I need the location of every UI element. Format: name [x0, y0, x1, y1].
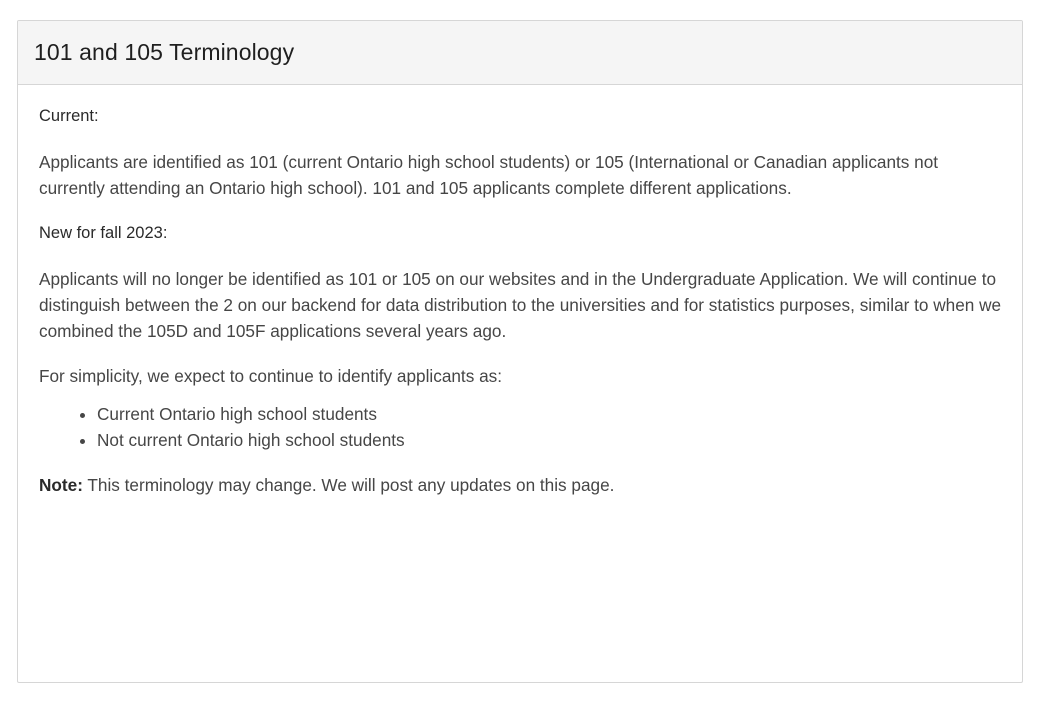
note-text: This terminology may change. We will post any updates on this page.	[82, 475, 615, 495]
note-label: Note:	[39, 475, 83, 495]
panel-header	[18, 21, 1022, 85]
list-item: • Not current Ontario high school students	[97, 427, 1002, 453]
applicant-types-list	[39, 401, 1002, 453]
new-for-fall-label: New for fall 2023:	[39, 224, 168, 242]
new-for-fall-description: Applicants will no longer be identified as 101 or 105 on our websites and in the Undergraduate Application. We will continue to distinguish between the 2 on our backend for data distribution to the universities and for statistics purposes, similar to when we combined the 105D and 105F applications several years ago.	[39, 269, 1002, 341]
simplicity-text: For simplicity, we expect to continue to identify applicants as:	[39, 366, 503, 386]
current-description: Applicants are identified as 101 (current Ontario high school students) or 105 (International or Canadian applicants not currently attending an Ontario high school). 101 and 105 applicants complete different applications.	[39, 152, 939, 198]
list-item: • Current Ontario high school students	[97, 401, 1002, 427]
terminology-panel	[17, 20, 1023, 683]
panel-title: 101 and 105 Terminology	[34, 39, 295, 65]
note-paragraph	[39, 472, 1002, 498]
panel-body	[18, 85, 1022, 498]
current-label: Current:	[39, 107, 99, 125]
